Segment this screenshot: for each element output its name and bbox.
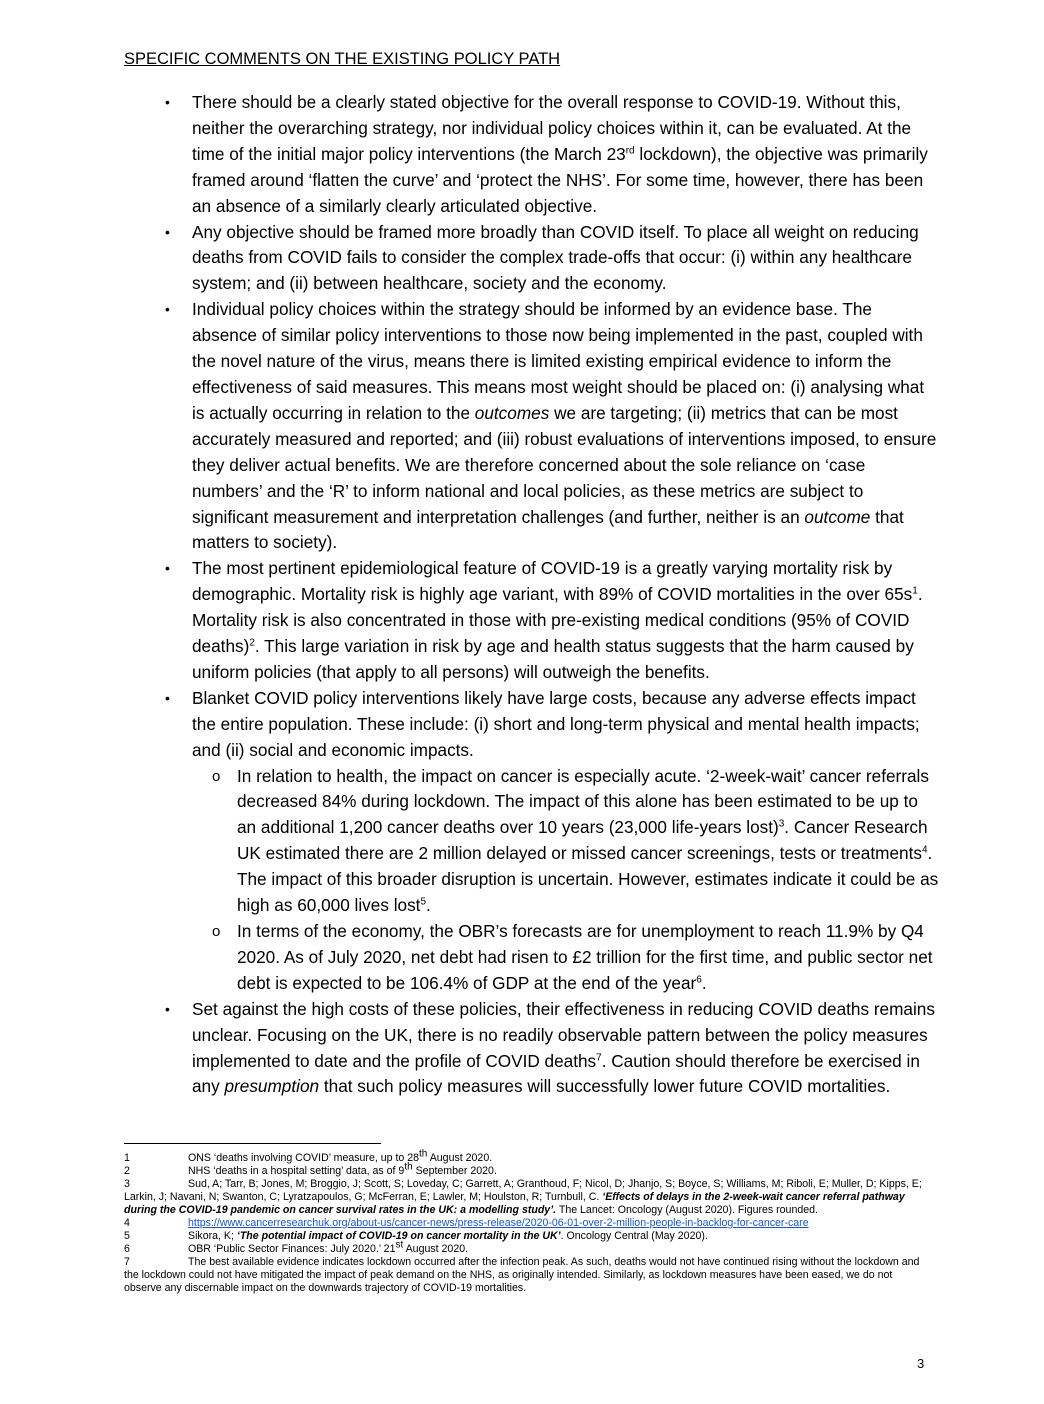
footnote-number: 7 — [124, 1256, 130, 1268]
sub-bullet-text: . Cancer Research UK estimated there are 2 million delayed or missed cancer screenings, tests or treatments — [237, 817, 928, 864]
sub-bullet-text: In relation to health, the impact on cancer is especially acute. ‘2-week-wait’ cancer referrals decreased 84% during lockdown. The impact of this alone has been estimated to be up to an additional 1,200 cancer deaths over 10 years (23,000 life-years lost) — [237, 765, 929, 838]
page-number: 3 — [917, 1356, 925, 1371]
bullet-evidence-base — [160, 297, 940, 556]
footnote-5 — [124, 1230, 924, 1243]
bullet-text: we are targeting; (ii) metrics that can be most accurately measured and reported; and (iii) robust evaluations of interventions imposed, to ensure they deliver actual benefits. We are therefore concerned about the sole reliance on ‘case numbers’ and the ‘R’ to inform national and local policies, as these metrics are subject to significant measurement and interpretation challenges (and further, neither is an — [192, 402, 937, 527]
footnote-text: NHS ‘deaths in a hospital setting’ data, as of 9 — [188, 1165, 405, 1177]
bullet-text: that such policy measures will successfully lower future COVID mortalities. — [319, 1076, 891, 1097]
footnote-number: 2 — [124, 1165, 130, 1177]
bullet-text: lockdown), the objective was primarily framed around ‘flatten the curve’ and ‘protect the NHS’. For some time, however, there has been an absence of a similarly clearly articulated objective. — [192, 143, 928, 216]
emphasis-text: presumption — [224, 1076, 320, 1097]
footnote-text: The Lancet: Oncology (August 2020). Figures rounded. — [556, 1204, 818, 1216]
footnote-separator — [124, 1143, 381, 1144]
bullet-point-icon: • — [165, 560, 170, 577]
bullet-point-icon: • — [165, 94, 170, 110]
bullet-text: Individual policy choices within the strategy should be informed by an evidence base. The absence of similar policy interventions to those now being implemented in the past, coupled with the novel nature of the virus, means there is limited existing empirical evidence to inform the effectiveness of said measures. This means most weight should be placed on: (i) analysing what is actually occurring in relation to the — [192, 299, 925, 423]
footnote-2 — [124, 1161, 924, 1178]
footnote-text: August 2020. — [403, 1243, 469, 1255]
emphasis-text: outcomes — [474, 402, 550, 423]
footnote-text: August 2020. — [427, 1152, 493, 1164]
footnote-4 — [124, 1217, 924, 1230]
footnote-ref: 7 — [596, 1051, 602, 1063]
footnote-ref: 2 — [249, 637, 255, 649]
footnote-number: 6 — [124, 1243, 130, 1255]
section-heading: SPECIFIC COMMENTS ON THE EXISTING POLICY PATH — [124, 50, 561, 68]
footnote-ref: 1 — [912, 585, 918, 597]
bullet-effectiveness — [160, 997, 940, 1101]
footnote-text: The best available evidence indicates lockdown occurred after the infection peak. As such, deaths would not have continued rising without the lockdown and the lockdown could not have mitigated the impact of peak demand on the NHS, as originally intended. Similarly, as lockdown measures have been eased, we do not observe any discernable impact on the downwards trajectory of COVID-19 mortalities. — [124, 1256, 920, 1294]
sub-bullet-text: In terms of the economy, the OBR’s forecasts are for unemployment to reach 11.9% by Q4 2020. As of July 2020, net debt had risen to £2 trillion for the first time, and public sector net debt is expected to be 106.4% of GDP at the end of the year — [237, 921, 933, 993]
footnote-6 — [124, 1239, 924, 1256]
sub-bullet-text: . — [701, 972, 707, 993]
bullet-text: Blanket COVID policy interventions likely have large costs, because any adverse effects impact the entire population. These include: (i) short and long-term physical and mental health impacts; and (ii) social and economic impacts. — [192, 687, 920, 760]
footnote-ref: 3 — [778, 818, 785, 830]
sub-bullet-health — [192, 764, 940, 919]
footnote-text: Sud, A; Tarr, B; Jones, M; Broggio, J; Scott, S; Loveday, C; Garrett, A; Granthoud, F; Nicol, D; Jhanjo, S; Boyce, S; Williams, M; Riboli, E; Muller, D; Kipps, E; Larkin, J; Navani, N; Swanton, C; Lyratzapoulos, G; McFerran, E; Lawler, M; Houlston, R; Turnbull, C. — [124, 1178, 922, 1203]
bullet-mortality-risk — [160, 556, 940, 686]
bullet-point-icon: • — [165, 689, 170, 706]
footnote-number: 3 — [124, 1178, 130, 1190]
emphasis-text: outcome — [804, 506, 871, 527]
bullet-text: . Caution should therefore be exercised in any — [192, 1050, 920, 1097]
sub-bullet-economy — [192, 919, 940, 997]
sub-bullet-text: . — [426, 895, 431, 916]
sub-bullet-text: . The impact of this broader disruption is uncertain. However, estimates indicate it could be as high as 60,000 lives lost — [237, 843, 939, 916]
footnote-text: OBR ‘Public Sector Finances: July 2020.’ 21 — [188, 1243, 396, 1255]
bullet-text: There should be a clearly stated objective for the overall response to COVID-19. Without this, neither the overarching strategy, nor individual policy choices within it, can be evaluated. At the time of the initial major policy interventions (the March 23 — [192, 92, 912, 164]
bullet-text: The most pertinent epidemiological feature of COVID-19 is a greatly varying mortality risk by demographic. Mortality risk is highly age variant, with 89% of COVID mortalities in the over 65s — [192, 558, 913, 605]
superscript: st — [395, 1239, 404, 1251]
footnote-1 — [124, 1148, 924, 1165]
bullet-text: . This large variation in risk by age and health status suggests that the harm caused by uniform policies (that apply to all persons) will outweigh the benefits. — [192, 636, 914, 682]
sub-bullet-icon: o — [212, 923, 221, 940]
footnote-ref: 4 — [921, 844, 928, 856]
bullet-text: Set against the high costs of these policies, their effectiveness in reducing COVID deaths remains unclear. Focusing on the UK, there is no readily observable pattern between the policy measures implemented to date and the profile of COVID deaths — [192, 998, 935, 1071]
footnote-text: September 2020. — [412, 1165, 497, 1177]
footnote-citation-title: ‘Effects of delays in the 2-week-wait cancer referral pathway during the COVID-19 pandemic on cancer survival rates in the UK: a modelling study’. — [124, 1191, 905, 1216]
bullet-blanket-costs — [160, 686, 940, 997]
bullet-point-icon: • — [165, 301, 170, 318]
footnote-text: Sikora, K; — [188, 1230, 237, 1242]
bullet-point-icon: • — [165, 1000, 170, 1017]
footnote-text: . Oncology Central (May 2020). — [560, 1230, 708, 1242]
bullet-point-icon: • — [165, 223, 170, 240]
footnote-link[interactable]: https://www.cancerresearchuk.org/about-us/cancer-news/press-release/2020-06-01-over-2-million-people-in-backlog-for-cancer-care — [188, 1217, 809, 1229]
bullet-text: . Mortality risk is also concentrated in those with pre-existing medical conditions (95% of COVID deaths) — [192, 584, 923, 657]
main-bullet-list — [160, 90, 940, 1100]
superscript: th — [404, 1161, 413, 1173]
footnote-number: 4 — [124, 1217, 130, 1229]
bullet-text: that matters to society). — [192, 506, 904, 553]
footnote-3 — [124, 1178, 924, 1217]
bullet-broad-objective — [160, 220, 940, 298]
footnotes — [124, 1148, 924, 1295]
footnote-number: 1 — [124, 1152, 130, 1164]
footnote-text: ONS ‘deaths involving COVID’ measure, up to 28 — [188, 1152, 420, 1164]
sub-bullet-icon: o — [212, 767, 221, 785]
superscript: th — [419, 1148, 428, 1160]
footnote-ref: 5 — [420, 896, 427, 908]
footnote-ref: 6 — [696, 974, 702, 986]
bullet-objective — [160, 90, 940, 220]
sub-bullet-list — [192, 764, 940, 997]
footnote-citation-title: ‘The potential impact of COVID-19 on cancer mortality in the UK’ — [236, 1230, 561, 1242]
footnote-7 — [124, 1256, 924, 1295]
footnote-number: 5 — [124, 1230, 130, 1242]
bullet-text: Any objective should be framed more broadly than COVID itself. To place all weight on reducing deaths from COVID fails to consider the complex trade-offs that occur: (i) within any healthcare system; and (ii) between healthcare, society and the economy. — [192, 221, 919, 294]
superscript: rd — [625, 145, 635, 157]
bullet-list-body — [160, 90, 940, 1100]
